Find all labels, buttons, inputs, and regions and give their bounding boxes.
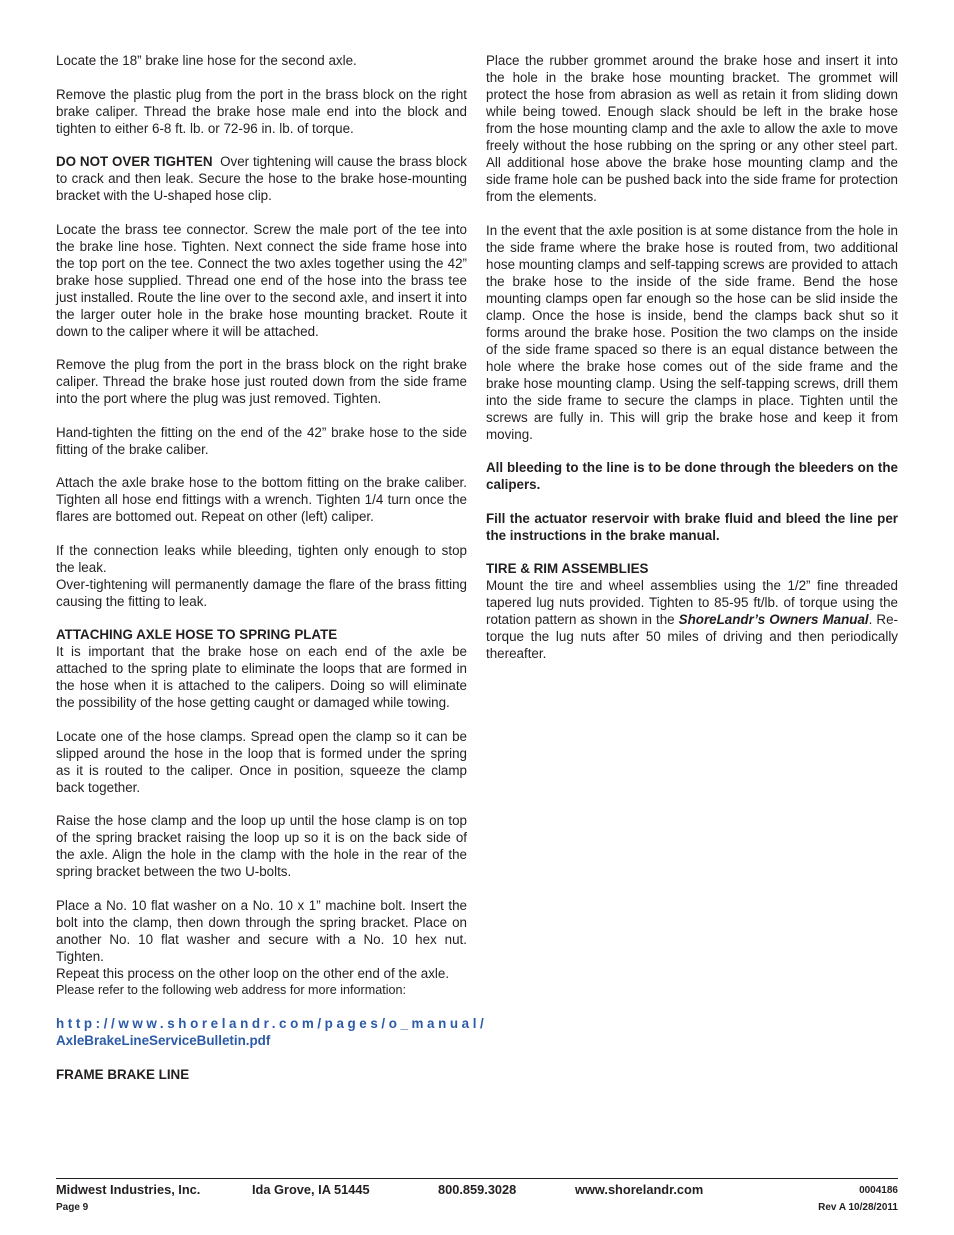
paragraph: Place a No. 10 flat washer on a No. 10 x 1” machine bolt. Insert the bolt into the clamp, then down through the spring bracket. Place on another No. 10 flat washer and secure with a No. 10 hex nut. Tighten.	[56, 897, 467, 964]
service-bulletin-link[interactable]	[56, 1015, 488, 1049]
url-line-1: http://www.shorelandr.com/pages/o_manual/	[56, 1016, 488, 1031]
paragraph: In the event that the axle position is at some distance from the hole in the side frame where the brake hose is routed from, two additional hose mounting clamps and self-tapping screws are provided to attach the brake hose to the inside of the side frame. Bend the hose mounting clamps open far enough so the hose can be slid inside the clamp. Once the hose is inside, bend the clamps back shut so it forms around the brake hose. Position the two clamps on the inside of the side frame spaced so there is an equal distance between the hole where the brake hose comes out of the side frame and the brake hose mounting clamp. Using the self-tapping screws, drill them into the side frame to secure the clamps in place. Tighten until the screws are fully in. This will grip the brake hose and keep it from moving.	[486, 222, 898, 442]
section-heading-frame-brake-line: FRAME BRAKE LINE	[56, 1066, 190, 1082]
paragraph: Over-tightening will permanently damage the flare of the brass fitting causing the fitting to leak.	[56, 576, 467, 609]
section-heading-spring-plate: ATTACHING AXLE HOSE TO SPRING PLATE	[56, 627, 338, 642]
paragraph: Locate the brass tee connector. Screw the male port of the tee into the brake line hose. Tighten. Next connect the side frame hose into the top port on the tee. Connect the two axles together using the 42” brake hose supplied. Thread one end of the hose into the brass tee just installed. Route the line over to the second axle, and insert it into the larger outer hole in the brake hose mounting bracket. Route it down to the caliper where it will be attached.	[56, 221, 467, 339]
paragraph: Locate the 18” brake line hose for the second axle.	[56, 53, 357, 68]
footer-company: Midwest Industries, Inc.	[56, 1182, 201, 1197]
footer-website: www.shorelandr.com	[575, 1182, 704, 1197]
warning-label: DO NOT OVER TIGHTEN	[56, 154, 213, 169]
paragraph: It is important that the brake hose on each end of the axle be attached to the spring plate to eliminate the loops that are formed in the hose when it is attached to the calipers. Doing so will eliminate the possibility of the hose getting caught or damaged while towing.	[56, 644, 467, 710]
manual-title: ShoreLandr’s Owners Manual	[678, 612, 869, 627]
paragraph: Repeat this process on the other loop on the other end of the axle.	[56, 965, 450, 981]
paragraph: Raise the hose clamp and the loop up until the hose clamp is on top of the spring bracket raising the loop up so it is on the back side of the axle. Align the hole in the clamp with the hole in the rear of the spring bracket between the two U-bolts.	[56, 813, 467, 879]
paragraph: Place the rubber grommet around the brake hose and insert it into the hole in the brake hose mounting bracket. The grommet will protect the hose from abrasion as well as retain it from sliding down while being towed. Enough slack should be left in the brake hose from the hose mounting clamp and the axle to allow the axle to move freely without the hose rubbing on the spring or any other steel part. All additional hose above the brake hose mounting clamp and the side frame hole can be pushed back into the side frame for protection from the elements.	[486, 53, 898, 204]
paragraph: Please refer to the following web address for more information:	[56, 982, 406, 997]
bold-paragraph: All bleeding to the line is to be done through the bleeders on the calipers.	[486, 460, 898, 492]
right-column	[486, 52, 898, 679]
footer-phone: 800.859.3028	[438, 1182, 517, 1197]
page-number: Page 9	[56, 1202, 89, 1213]
footer-doc-number: 0004186	[859, 1185, 898, 1196]
footer-location: Ida Grove, IA 51445	[252, 1182, 370, 1197]
left-column	[56, 52, 488, 1083]
revision: Rev A 10/28/2011	[818, 1202, 898, 1213]
url-line-2: AxleBrakeLineServiceBulletin.pdf	[56, 1033, 271, 1048]
footer-divider	[56, 1178, 898, 1179]
text-run: . Re-torque the lug nuts after 50 miles of driving and then periodically thereafter.	[486, 612, 898, 661]
paragraph: If the connection leaks while bleeding, tighten only enough to stop the leak.	[56, 542, 467, 575]
paragraph: Locate one of the hose clamps. Spread open the clamp so it can be slipped around the hose in the loop that is formed under the spring as it is routed to the caliper. Once in position, squeeze the clamp back together.	[56, 728, 467, 795]
paragraph: Remove the plastic plug from the port in the brass block on the right brake caliper. Thread the brake hose male end into the block and tighten to either 6-8 ft. lb. or 72-96 in. lb. of torque.	[56, 86, 467, 136]
section-heading-tire-rim: TIRE & RIM ASSEMBLIES	[486, 561, 649, 576]
warning-paragraph	[56, 153, 471, 204]
warning-text: Over tightening will cause the brass block to crack and then leak. Secure the hose to the brake hose-mounting bracket with the U-shaped hose clip.	[56, 154, 471, 203]
paragraph: Hand-tighten the fitting on the end of the 42” brake hose to the side fitting of the brake caliber.	[56, 424, 467, 457]
paragraph	[486, 577, 898, 662]
paragraph: Attach the axle brake hose to the bottom fitting on the brake caliber. Tighten all hose end fittings with a wrench. Tighten 1/4 turn once the flares are bottomed out. Repeat on other (left) caliper.	[56, 475, 467, 524]
text-run: Mount the tire and wheel assemblies using the 1/2” fine threaded tapered lug nuts provided. Tighten to 85-95 ft/lb. of torque using the rotation pattern as shown in the	[486, 578, 898, 627]
page-footer	[56, 1182, 898, 1216]
bold-paragraph: Fill the actuator reservoir with brake fluid and bleed the line per the instructions in the brake manual.	[486, 510, 898, 543]
paragraph: Remove the plug from the port in the brass block on the right brake caliper. Thread the brake hose just routed down from the side frame into the port where the plug was just removed. Tighten.	[56, 357, 467, 406]
